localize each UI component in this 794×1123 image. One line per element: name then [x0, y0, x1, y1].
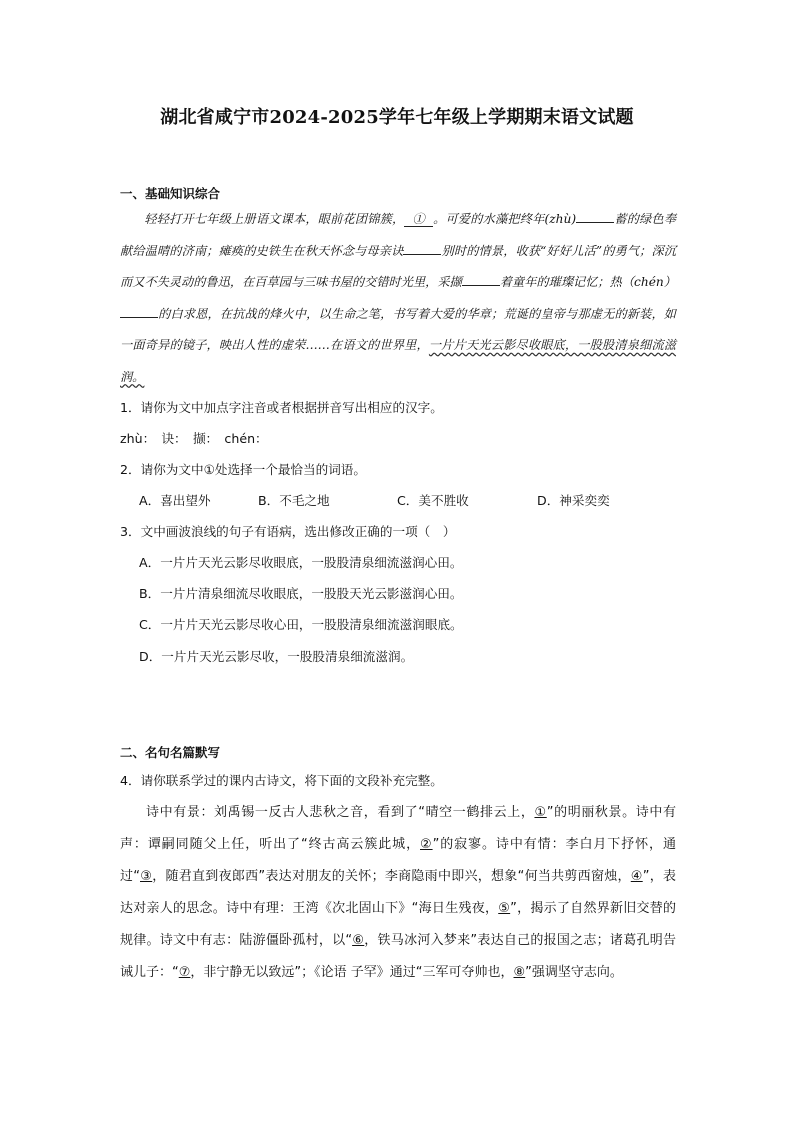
question-3: 3．文中画波浪线的句子有语病，选出修改正确的一项（ ） — [120, 524, 456, 539]
para-text: ，铁马冰河入梦来”表达自己的报国之志；诸葛孔明告诫儿子：“ — [120, 933, 676, 980]
passage-text: 。可爱的水藻把终年(zhù) — [433, 212, 577, 226]
wavy-sentence: 一片片天光云影尽收眼底，一股股清泉细流滋润。 — [120, 338, 677, 384]
option-d: D．神采奕奕 — [537, 493, 610, 508]
passage-text: 轻轻打开七年级上册语文课本，眼前花团锦簇， — [144, 212, 405, 226]
option-c: C．一片片天光云影尽收心田，一股股清泉细流滋润眼底。 — [139, 617, 463, 632]
passage-text: 着童年的璀璨记忆；热（chén） — [499, 275, 676, 289]
blank-marker: ② — [420, 837, 433, 852]
blank-marker: ⑧ — [513, 965, 526, 980]
option-b: B．不毛之地 — [258, 493, 330, 508]
para-text: ”，表达对亲人的思念。诗中有理：王湾《次北固山下》“海日生残夜， — [120, 869, 676, 916]
blank-jue — [403, 242, 441, 255]
fill-in-paragraph — [120, 797, 676, 989]
option-a: A．喜出望外 — [139, 493, 211, 508]
para-text: ”强调坚守志向。 — [525, 965, 623, 980]
blank-marker: ⑤ — [498, 901, 511, 916]
blank-xie — [462, 273, 500, 286]
blank-marker: ① — [534, 805, 547, 820]
reading-passage — [120, 204, 676, 393]
section-heading-2: 二、名句名篇默写 — [120, 745, 221, 760]
option-b: B．一片片清泉细流尽收眼底，一股股天光云影滋润心田。 — [139, 586, 463, 601]
blank-marker: ⑥ — [352, 933, 365, 948]
section-heading-1: 一、基础知识综合 — [120, 186, 221, 201]
option-c: C．美不胜收 — [397, 493, 469, 508]
passage-text: 的白求恩，在抗战的烽火中，以生命之笔，书写着大爱的华章；荒诞的皇帝与那虚无的新装，如一面奇异的镜子，映出人性的虚荣……在语文的世界里， — [120, 306, 676, 352]
question-2: 2．请你为文中①处选择一个最恰当的词语。 — [120, 462, 366, 477]
passage-text: 蓄的绿色奉献给温晴的济南；瘫痪的史铁生在秋天怀念与母亲诀 — [120, 212, 677, 258]
para-text: 诗中有景：刘禹锡一反古人悲秋之音，看到了“晴空一鹤排云上， — [146, 805, 535, 820]
blank-zhu — [576, 210, 614, 223]
blank-chen — [120, 305, 158, 318]
page-title: 湖北省咸宁市2024-2025学年七年级上学期期末语文试题 — [160, 107, 634, 128]
question-1-answer-line: zhù： 诀： 撷： chén： — [120, 431, 268, 446]
para-text: ，随君直到夜郎西”表达对朋友的关怀；李商隐雨中即兴，想象“何当共剪西窗烛， — [152, 869, 631, 884]
passage-text: 别时的情景，收获“好好儿活”的勇气；深沉而又不失灵动的鲁迅，在百草园与三味书屋的交错时光里，采撷 — [120, 243, 677, 289]
question-4: 4．请你联系学过的课内古诗文，将下面的文段补充完整。 — [120, 773, 443, 788]
para-text: ”的明丽秋景。诗中有声：谭嗣同随父上任，听出了“终古高云簇此城， — [120, 805, 676, 852]
question-1: 1．请你为文中加点字注音或者根据拼音写出相应的汉字。 — [120, 400, 443, 415]
blank-marker: ⑦ — [178, 965, 191, 980]
para-text: ”，揭示了自然界新旧交替的规律。诗文中有志：陆游僵卧孤村，以“ — [120, 901, 676, 948]
blank-marker: ④ — [630, 869, 643, 884]
option-d: D．一片片天光云影尽收，一股股清泉细流滋润。 — [139, 649, 414, 664]
option-a: A．一片片天光云影尽收眼底，一股股清泉细流滋润心田。 — [139, 555, 463, 570]
blank-marker: ③ — [140, 869, 153, 884]
para-text: ，非宁静无以致远”；《论语 子罕》通过“三军可夺帅也， — [190, 965, 514, 980]
para-text: ”的寂寥。诗中有情：李白月下抒怀，通过“ — [120, 837, 676, 884]
blank-1: ① — [404, 212, 433, 227]
